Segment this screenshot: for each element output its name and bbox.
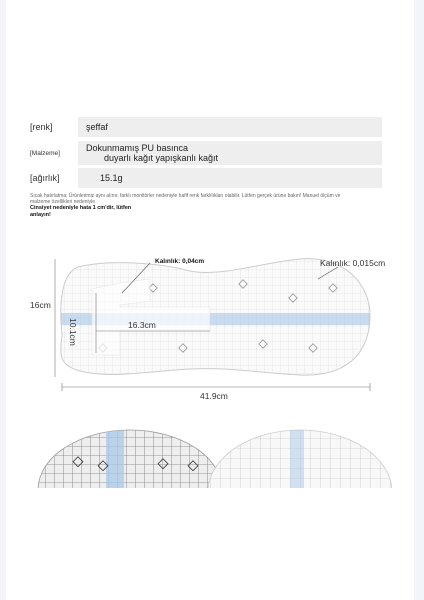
dim-total-length: 41.9cm: [200, 391, 228, 401]
warning-note: [30, 193, 390, 205]
spec-label-color: [renk]: [30, 122, 53, 132]
dim-inner-height: 10.1cm: [68, 318, 78, 346]
spec-value-color: şeffaf: [78, 117, 382, 137]
warning-note-bold-line1: Cinsiyet nedeniyle hata 1 cm'dir, lütfen: [30, 205, 132, 211]
product-photos: [0, 428, 424, 488]
spec-row-color: [30, 117, 382, 137]
warning-note-line1: Sıcak hatırlatma: Ürünlerimiz aynı alınır, farklı monitörler nedeniyle hafif renk farklılıkları olabilir. Lütfen gerçek ürüne bakın! Manuel ölçüm ve: [30, 193, 341, 199]
thickness-outer: Kalınlık: 0,015cm: [320, 258, 386, 268]
spec-value-material-line2: duyarlı kağıt yapışkanlı kağıt: [104, 153, 219, 163]
spec-row-material: [30, 141, 382, 165]
dim-height: 16cm: [30, 300, 51, 310]
warning-note-bold: [30, 205, 131, 218]
spec-label-material: [Malzeme]: [30, 149, 60, 157]
warning-note-bold-line2: anlayın!: [30, 211, 51, 218]
thickness-inner: Kalınlık: 0,04cm: [155, 258, 205, 265]
spec-label-weight: [ağırlık]: [30, 173, 60, 183]
spec-value-material-line1: Dokunmamış PU basınca: [86, 143, 189, 153]
dim-inner-length: 16.3cm: [128, 320, 156, 330]
spec-row-weight: [30, 168, 382, 188]
spec-value-material: [78, 141, 382, 165]
warning-note-line2: malzeme özellikleri nedeniyle: [30, 199, 96, 205]
spec-value-weight: 15.1g: [78, 168, 382, 188]
